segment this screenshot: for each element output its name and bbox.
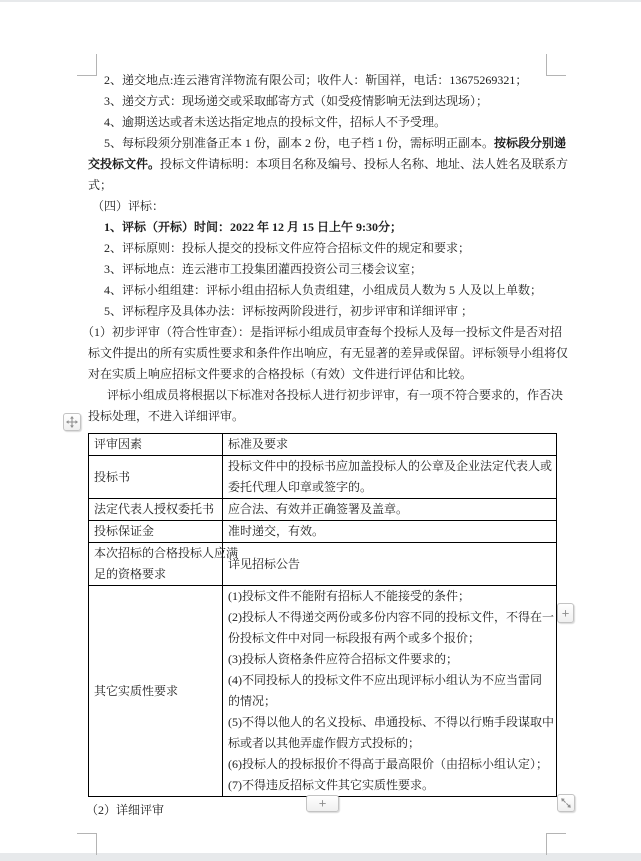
diagonal-resize-icon [560, 797, 572, 809]
criteria-table [88, 433, 557, 797]
header-cell-factor[interactable]: 评审因素 [89, 434, 223, 456]
text-segment: 投标处理，不进入详细评审。 [88, 409, 245, 423]
text-line[interactable] [82, 280, 562, 301]
cell-line: 本次招标的合格投标人应满 [94, 546, 239, 560]
text-segment: （1）初步评审（符合性审查）：是指评标小组成员审查每个投标人及每一投标文件是否对招 [82, 325, 563, 339]
cell-line: 份投标文件中对同一标段报有两个或多个报价； [228, 631, 481, 645]
add-row-button[interactable] [306, 795, 339, 812]
text-boundary-mark-bottom-left [77, 833, 97, 855]
text-line[interactable] [82, 343, 569, 364]
header-cell-requirement[interactable]: 标准及要求 [223, 434, 557, 456]
cell-line: 投标文件中的投标书应加盖投标人的公章及企业法定代表人或 [228, 459, 553, 473]
top-chrome-strip [0, 0, 641, 2]
cell-line: (3)投标人资格条件应符合招标文件要求的； [228, 652, 458, 666]
text-segment: （四）评标： [92, 199, 165, 213]
requirement-cell[interactable] [223, 543, 557, 586]
text-segment: 对在实质上响应招标文件要求的合格投标（有效）文件进行评估和比较。 [88, 367, 473, 381]
bold-text-segment: 交投标文件。 [88, 157, 161, 171]
requirement-cell[interactable] [223, 521, 557, 543]
factor-cell[interactable] [89, 456, 223, 499]
text-segment: 4、评标小组组建：评标小组由招标人负责组建，小组成员人数为 5 人及以上单数； [104, 283, 543, 297]
body-text [82, 70, 569, 427]
text-boundary-mark-bottom-right [546, 833, 566, 855]
cell-line: 详见招标公告 [228, 556, 301, 571]
bold-text-segment: 按标段分别递 [494, 136, 567, 150]
cell-line: 准时递交，有效。 [228, 524, 325, 538]
criteria-table-body [89, 456, 557, 797]
cell-line: 标或者以其他弄虚作假方式投标的； [228, 736, 421, 750]
plus-icon: + [561, 605, 570, 620]
text-segment: 2、递交地点:连云港宵洋物流有限公司；收件人：靳国祥，电话：13675269321； [104, 73, 528, 87]
factor-cell[interactable] [89, 586, 223, 797]
detailed-review-line[interactable]: （2）详细评审 [86, 803, 165, 817]
cell-line: 法定代表人授权委托书 [94, 502, 215, 516]
text-segment: 5、每标段须分别准备正本 1 份，副本 2 份，电子档 1 份，需标明正副本。 [104, 136, 495, 150]
text-line[interactable] [82, 112, 562, 133]
bold-text-segment: 1、评标（开标）时间：2022 年 12 月 15 日上午 9:30分； [104, 220, 402, 234]
text-line[interactable] [82, 238, 562, 259]
cell-line: (7)不得违反招标文件其它实质性要求。 [228, 778, 434, 792]
add-column-button[interactable] [557, 603, 574, 623]
table-header-row [89, 434, 557, 456]
text-line[interactable] [82, 196, 562, 217]
cell-line: 投标保证金 [94, 524, 155, 538]
table-row [89, 586, 557, 797]
text-line[interactable] [82, 364, 562, 385]
text-segment: 标文件提出的所有实质性要求和条件作出响应，有无显著的差异或保留。评标领导小组将仅 [88, 346, 569, 360]
table-resize-handle[interactable] [557, 794, 575, 812]
cell-line: 其它实质性要求 [94, 683, 179, 698]
text-line[interactable] [82, 154, 569, 175]
requirement-cell[interactable] [223, 586, 557, 797]
text-line[interactable] [82, 259, 562, 280]
text-segment: 2、评标原则：投标人提交的投标文件应符合招标文件的规定和要求； [104, 241, 471, 255]
text-segment: 评标小组成员将根据以下标准对各投标人进行初步评审，有一项不符合要求的，作否决 [107, 388, 564, 402]
cell-line: (5)不得以他人的名义投标、串通投标、不得以行贿手段谋取中 [228, 715, 554, 729]
text-line[interactable] [82, 322, 562, 343]
cell-line: (1)投标文件不能附有招标人不能接受的条件； [228, 589, 470, 603]
text-line[interactable] [82, 301, 562, 322]
text-line[interactable] [82, 175, 562, 196]
table-row [89, 456, 557, 499]
table-row [89, 521, 557, 543]
text-line[interactable] [82, 70, 562, 91]
move-table-icon [66, 416, 78, 428]
text-line[interactable] [82, 385, 562, 406]
text-segment: 投标文件请标明：本项目名称及编号、投标人名称、地址、法人姓名及联系方 [160, 157, 569, 171]
factor-cell[interactable] [89, 543, 239, 586]
requirement-cell[interactable] [223, 499, 557, 521]
text-line[interactable] [82, 406, 562, 427]
text-line[interactable] [82, 217, 562, 238]
table-row [89, 543, 557, 586]
table-row [89, 499, 557, 521]
text-line[interactable] [82, 133, 567, 154]
text-segment: 5、评标程序及具体办法：评标按两阶段进行，初步评审和详细评审 ； [104, 304, 474, 318]
cell-line: 足的资格要求 [94, 567, 167, 581]
cell-line: 的情况； [228, 694, 277, 708]
factor-cell[interactable] [89, 521, 223, 543]
requirement-cell[interactable] [223, 456, 557, 499]
text-line[interactable] [82, 91, 562, 112]
factor-cell[interactable] [89, 499, 223, 521]
cell-line: (4)不同投标人的投标文件不应出现评标小组认为不应当雷同 [228, 673, 542, 687]
cell-line: 委托代理人印章或签字的。 [228, 480, 373, 494]
cell-line: 应合法、有效并正确签署及盖章。 [228, 502, 409, 516]
text-segment: 式； [88, 178, 113, 192]
text-segment: 3、评标地点：连云港市工投集团灌西投资公司三楼会议室； [104, 262, 423, 276]
cell-line: (2)投标人不得递交两份或多份内容不同的投标文件，不得在一 [228, 610, 554, 624]
text-segment: 4、逾期送达或者未送达指定地点的投标文件，招标人不予受理。 [104, 115, 447, 129]
cell-line: (6)投标人的投标报价不得高于最高限价（由招标小组认定）； [228, 757, 548, 771]
text-segment: 3、递交方式：现场递交或采取邮寄方式（如受疫情影响无法到达现场）； [104, 94, 489, 108]
plus-icon: + [318, 795, 327, 811]
table-move-handle[interactable] [63, 413, 81, 431]
cell-line: 投标书 [94, 469, 131, 484]
